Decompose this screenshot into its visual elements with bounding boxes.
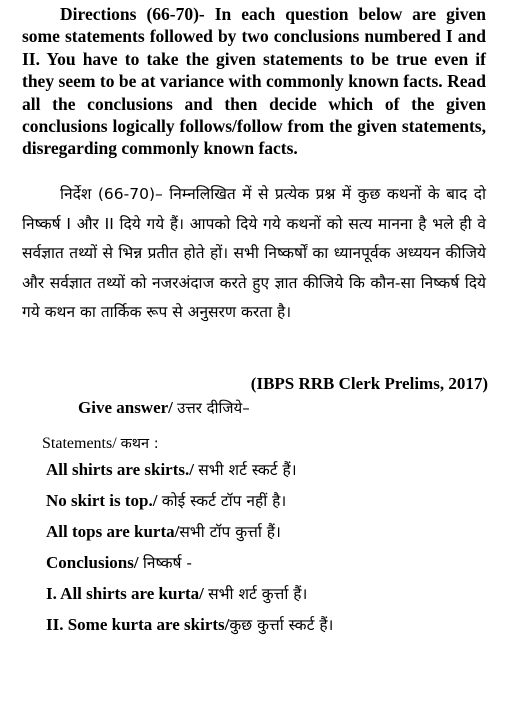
statements-heading-en: Statements/ — [42, 435, 121, 452]
statement-2 — [46, 489, 286, 511]
conclusion-1 — [46, 582, 307, 604]
conclusion-2 — [46, 613, 333, 635]
statement-1-hi: सभी शर्ट स्कर्ट हैं। — [198, 461, 297, 479]
conclusions-heading-en: Conclusions/ — [46, 553, 143, 572]
exam-source: (IBPS RRB Clerk Prelims, 2017) — [250, 374, 488, 393]
conclusion-1-hi: सभी शर्ट कुर्त्ता हैं। — [208, 585, 308, 603]
statement-3-en: All tops are kurta/ — [46, 522, 180, 541]
statements-heading — [42, 433, 159, 453]
give-answer-en: Give answer/ — [78, 398, 178, 417]
conclusions-heading-hi: निष्कर्ष - — [142, 554, 193, 572]
conclusions-heading — [46, 551, 192, 573]
conclusion-2-hi: कुछ कुर्त्ता स्कर्ट हैं। — [229, 616, 334, 634]
statement-1 — [46, 458, 297, 480]
statement-3 — [46, 520, 281, 542]
directions-hindi: निर्देश (66-70)– निम्नलिखित में से प्रत्येक प्रश्न में कुछ कथनों के बाद दो निष्कर्ष I और II दिये गये हैं। आपको दिये गये कथनों को सत्य मानना है भले ही वे सर्वज्ञात तथ्यों से भिन्न प्रतीत होते हों। सभी निष्कर्षों का ध्यानपूर्वक अध्ययन कीजिये और सर्वज्ञात तथ्यों को नजरअंदाज करते हुए ज्ञात कीजिये कि कौन-सा निष्कर्ष दिये गये कथन का तार्किक रूप से अनुसरण करता है। — [22, 185, 486, 322]
conclusion-2-en: II. Some kurta are skirts/ — [46, 615, 230, 634]
statements-heading-hi: कथन : — [120, 436, 159, 452]
give-answer — [78, 398, 250, 418]
statement-1-en: All shirts are skirts./ — [46, 460, 199, 479]
conclusion-1-en: I. All shirts are kurta/ — [46, 584, 209, 603]
statement-3-hi: सभी टॉप कुर्त्ता हैं। — [179, 523, 281, 541]
statement-2-hi: कोई स्कर्ट टॉप नहीं है। — [161, 492, 287, 510]
statement-2-en: No skirt is top./ — [46, 491, 162, 510]
give-answer-hi: उत्तर दीजिये– — [177, 399, 250, 417]
directions-english: Directions (66-70)- In each question below are given some statements followed by two conclusions numbered I and II. You have to take the given statements to be true even if they seem to be at variance with commonly known facts. Read all the conclusions and then decide which of the given conclusions logically follows/follow from the given statements, disregarding commonly known facts. — [22, 4, 486, 159]
